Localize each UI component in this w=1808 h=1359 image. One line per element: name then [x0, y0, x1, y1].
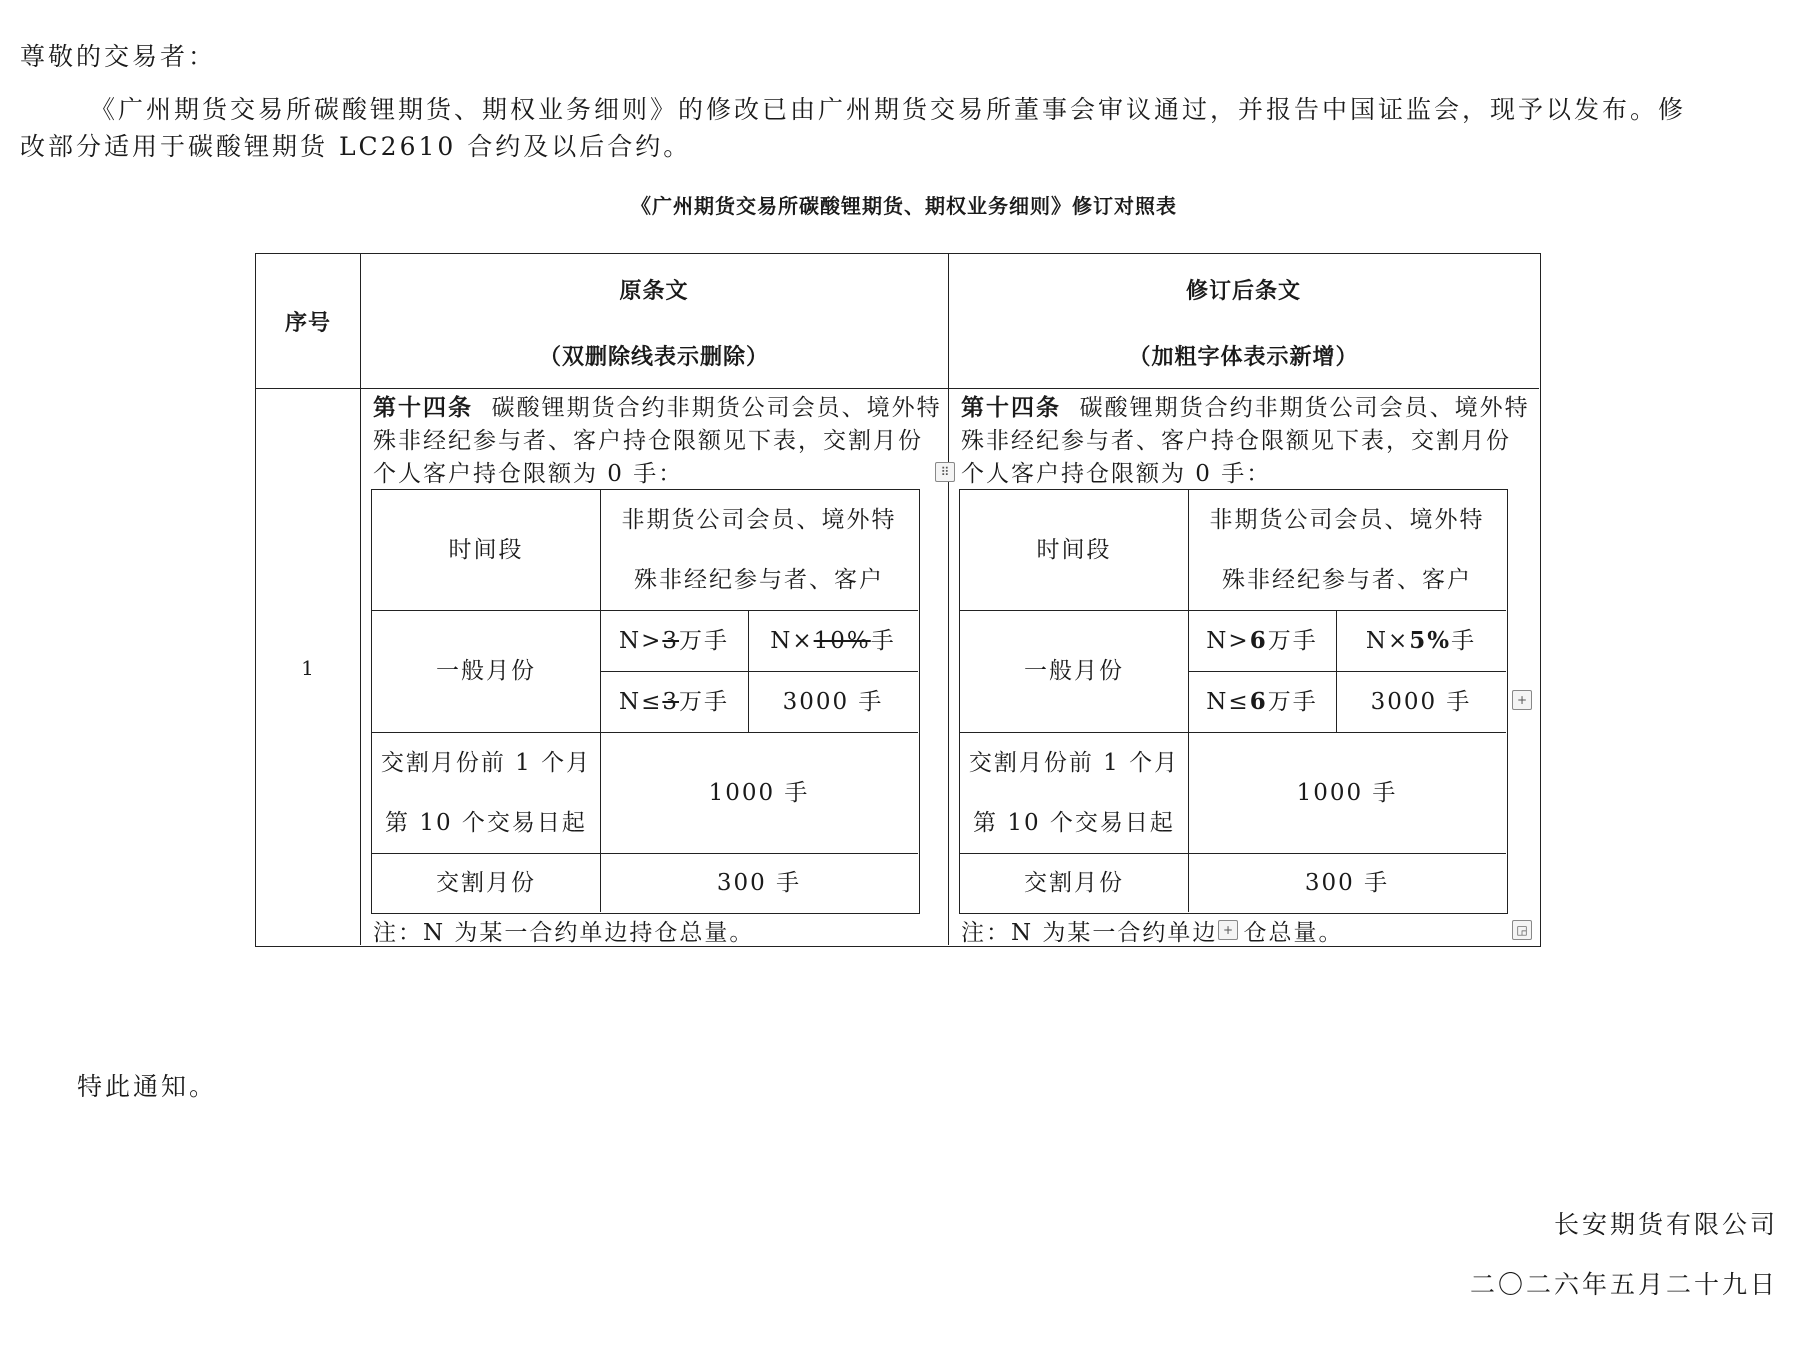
greeting: 尊敬的交易者： [20, 42, 217, 71]
revised-delivery-limit: 300 手 [1304, 869, 1390, 896]
intro-line-2: 改部分适用于碳酸锂期货 LC2610 合约及以后合约。 [20, 132, 692, 161]
original-article-no: 第十四条 [373, 394, 473, 421]
intro-line-1: 《广州期货交易所碳酸锂期货、期权业务细则》的修改已由广州期货交易所董事会审议通过，并报告中国证监会，现予以发布。修 [90, 95, 1687, 124]
table-resize-handle-icon[interactable]: ◲ [1512, 920, 1532, 940]
revised-article-no: 第十四条 [961, 394, 1061, 421]
original-pre-delivery-limit: 1000 手 [708, 779, 810, 806]
original-article-line-3: 个人客户持仓限额为 0 手： [373, 461, 684, 487]
closing-notice: 特此通知。 [77, 1072, 218, 1101]
original-article-line-1: 碳酸锂期货合约非期货公司会员、境外特 [491, 395, 942, 421]
header-revised: 修订后条文 [1185, 278, 1301, 304]
original-cond-le: N≤ 3 万手 [618, 688, 730, 715]
revised-article-line-2: 殊非经纪参与者、客户持仓限额见下表，交割月份 [961, 428, 1511, 454]
header-divider [256, 388, 1539, 389]
original-col-party: 非期货公司会员、境外特 殊非经纪参与者、客户 [621, 507, 897, 593]
revised-pre-delivery-limit: 1000 手 [1296, 779, 1398, 806]
revised-article-line-1: 碳酸锂期货合约非期货公司会员、境外特 [1079, 395, 1530, 421]
revised-limit-gt: N× 5% 手 [1365, 626, 1477, 654]
original-note: 注：N 为某一合约单边持仓总量。 [373, 920, 755, 946]
revised-article-text [961, 391, 1530, 491]
revised-pre-delivery: 交割月份前 1 个月 第 10 个交易日起 [968, 749, 1180, 836]
revised-col-period: 时间段 [1036, 537, 1112, 563]
revised-cond-le: N≤ 6 万手 [1206, 687, 1318, 715]
header-original: 原条文 [619, 278, 689, 304]
header-original-note: （双删除线表示删除） [538, 344, 769, 370]
revised-cond-gt: N> 6 万手 [1206, 626, 1318, 654]
header-revised-note: （加粗字体表示新增） [1128, 344, 1359, 370]
revised-general-month: 一般月份 [1024, 658, 1124, 684]
revised-limit-table [959, 489, 1508, 914]
comparison-table [255, 253, 1541, 947]
revised-limit-le: 3000 手 [1370, 688, 1472, 715]
original-limit-le: 3000 手 [782, 688, 884, 715]
original-pre-delivery: 交割月份前 1 个月 第 10 个交易日起 [380, 749, 592, 836]
row-seq: 1 [301, 656, 315, 680]
add-column-icon[interactable]: + [1512, 690, 1532, 710]
revised-article-line-3: 个人客户持仓限额为 0 手： [961, 461, 1272, 487]
original-cond-gt: N> 3 万手 [618, 627, 730, 654]
header-seq: 序号 [284, 310, 331, 336]
original-limit-table [371, 489, 920, 914]
company-signature: 长安期货有限公司 [1553, 1210, 1778, 1239]
original-delivery-month: 交割月份 [436, 869, 536, 896]
add-row-icon[interactable]: + [1218, 920, 1238, 940]
original-col-period: 时间段 [448, 537, 524, 563]
original-delivery-limit: 300 手 [716, 869, 802, 896]
revised-delivery-month: 交割月份 [1024, 869, 1124, 896]
original-limit-gt: N× 10% 手 [770, 627, 896, 654]
table-title: 《广州期货交易所碳酸锂期货、期权业务细则》修订对照表 [631, 194, 1177, 218]
original-article-line-2: 殊非经纪参与者、客户持仓限额见下表，交割月份 [373, 428, 923, 454]
table-move-handle-icon[interactable]: ⠿ [935, 462, 955, 482]
original-article-text [373, 391, 942, 491]
original-general-month: 一般月份 [436, 658, 536, 684]
intro-paragraph [20, 91, 1795, 165]
issue-date: 二〇二六年五月二十九日 [1469, 1270, 1778, 1299]
revised-note: 注：N 为某一合约单边 仓总量。 [961, 920, 1344, 946]
revised-col-party: 非期货公司会员、境外特 殊非经纪参与者、客户 [1209, 507, 1485, 593]
